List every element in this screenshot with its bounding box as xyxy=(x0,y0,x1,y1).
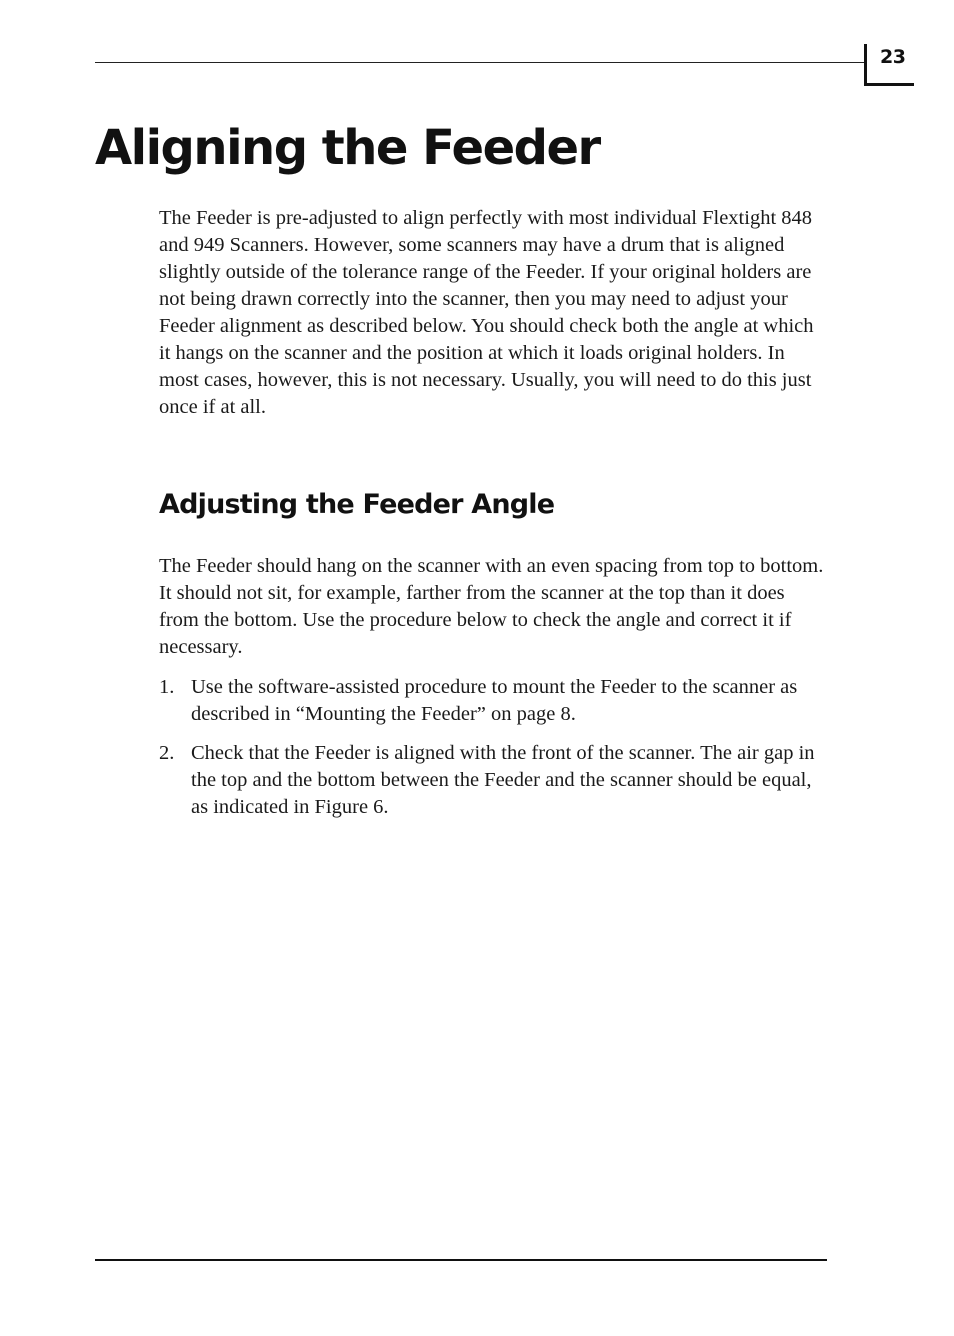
procedure-step xyxy=(159,674,829,728)
intro-paragraph: The Feeder is pre-adjusted to align perfectly with most individual Flextight 848 and 949 Scanners. However, some scanners may have a drum that is aligned slightly outside of the tolerance range of the Feeder. If your original holders are not being drawn correctly into the scanner, then you may need to adjust your Feeder alignment as described below. You should check both the angle at which it hangs on the scanner and the position at which it loads original holders. In most cases, however, this is not necessary. Usually, you will need to do this just once if at all. xyxy=(159,207,814,418)
header-rule xyxy=(95,62,866,63)
procedure-steps xyxy=(159,674,829,833)
page-number: 23 xyxy=(880,46,906,68)
section-paragraph: The Feeder should hang on the scanner with an even spacing from top to bottom. It should not sit, for example, farther from the scanner at the top than it does from the bottom. Use the procedure below to check the angle and correct it if necessary. xyxy=(159,555,824,658)
section-heading: Adjusting the Feeder Angle xyxy=(159,489,555,520)
step-number: 1. xyxy=(159,676,175,698)
chapter-title: Aligning the Feeder xyxy=(95,120,600,176)
step-text: Check that the Feeder is aligned with the front of the scanner. The air gap in the top and the bottom between the Feeder and the scanner should be equal, as indicated in Figure 6. xyxy=(191,742,815,818)
step-text: Use the software-assisted procedure to mount the Feeder to the scanner as described in “Mounting the Feeder” on page 8. xyxy=(191,676,798,725)
step-number: 2. xyxy=(159,742,175,764)
footer-rule xyxy=(95,1259,827,1261)
procedure-step xyxy=(159,740,829,821)
